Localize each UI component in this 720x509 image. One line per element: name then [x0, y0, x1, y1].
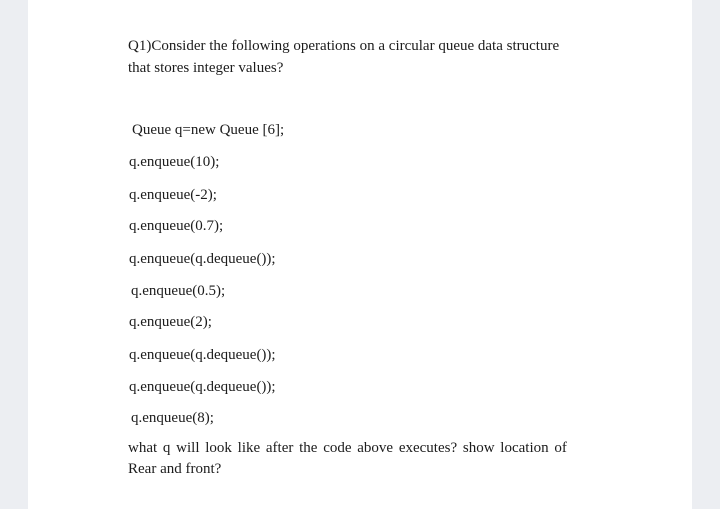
question-text-line-2: that stores integer values?	[128, 60, 284, 76]
code-line-enqueue-dequeue-1: q.enqueue(q.dequeue());	[129, 251, 276, 267]
code-line-enqueue-10: q.enqueue(10);	[129, 154, 220, 170]
code-line-enqueue-0-7: q.enqueue(0.7);	[129, 218, 224, 234]
code-line-enqueue-dequeue-2: q.enqueue(q.dequeue());	[129, 347, 276, 363]
code-line-enqueue-0-5: q.enqueue(0.5);	[131, 283, 226, 299]
question-text-line-1: Q1)Consider the following operations on a circular queue data structure	[128, 38, 560, 54]
document-page	[28, 0, 692, 509]
code-line-enqueue-2: q.enqueue(2);	[129, 314, 212, 330]
code-line-declaration: Queue q=new Queue [6];	[132, 122, 285, 138]
code-line-enqueue-8: q.enqueue(8);	[131, 410, 214, 426]
code-line-enqueue-neg2: q.enqueue(-2);	[129, 187, 217, 203]
followup-question-line-1: what q will look like after the code above executes? show location of	[128, 440, 567, 456]
followup-question-line-2: Rear and front?	[128, 461, 222, 477]
code-line-enqueue-dequeue-3: q.enqueue(q.dequeue());	[129, 379, 276, 395]
